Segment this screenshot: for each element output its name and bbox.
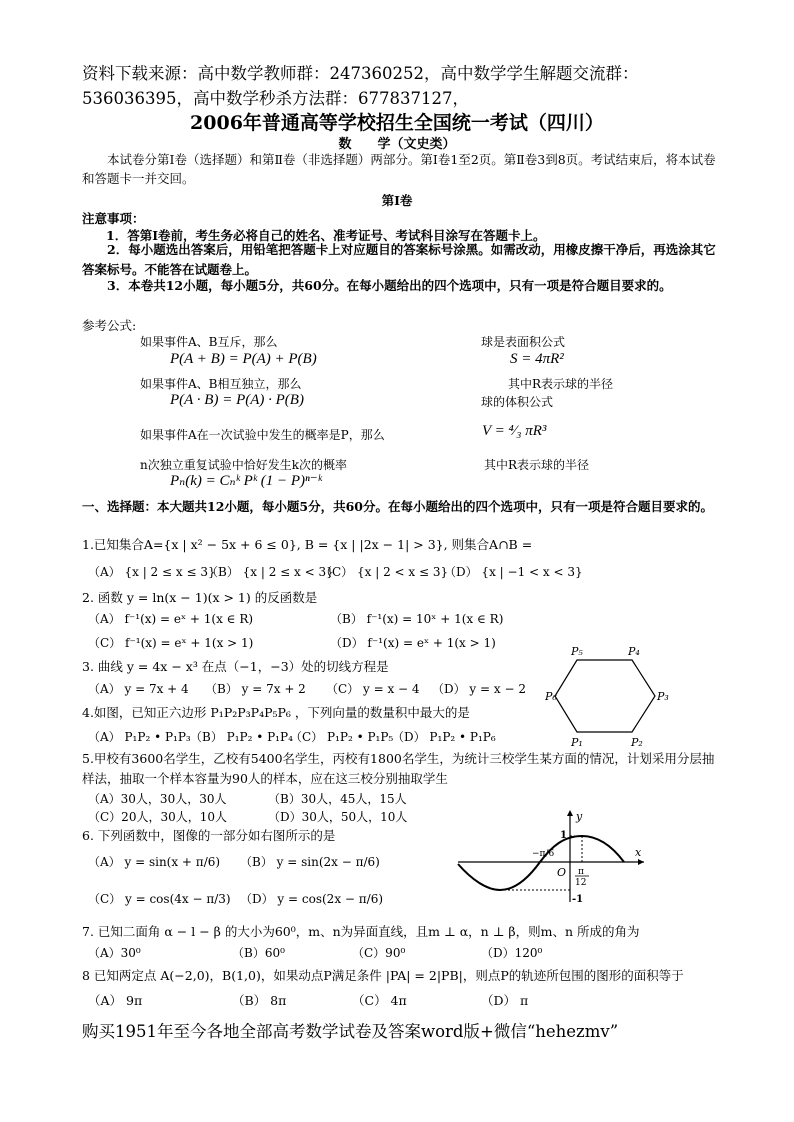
graph-origin: O xyxy=(557,866,567,879)
q2-stem: 2. 函数 y = ln(x − 1)(x > 1) 的反函数是 xyxy=(82,590,318,605)
graph-x-label: x xyxy=(635,846,642,859)
formula-1: P(A + B) = P(A) + P(B) xyxy=(170,351,317,367)
note-2: 2．每小题选出答案后，用铅笔把答题卡上对应题目的答案标号涂黑。如需改动，用橡皮擦干净后，再选涂其它答案标号。不能答在试题卷上。 xyxy=(82,242,716,277)
formula-right-f3: V = ⁴⁄₃ πR³ xyxy=(482,423,547,439)
page-subtitle: 数 学（文史类） xyxy=(338,137,456,152)
q7-option-b: （B）60⁰ xyxy=(232,946,285,960)
graph-y-label: y xyxy=(576,810,583,823)
q7-stem: 7. 已知二面角 α − l − β 的大小为60⁰，m、n为异面直线，且m ⊥ α，n ⊥ β，则m、n 所成的角为 xyxy=(82,924,640,939)
header-line-1: 资料下载来源：高中数学教师群：247360252，高中数学学生解题交流群： xyxy=(82,64,639,83)
footer-note: 购买1951年至今各地全部高考数学试卷及答案word版+微信“hehezmv” xyxy=(82,1022,619,1041)
q8-option-a: （A） 9π xyxy=(88,993,143,1008)
hex-label-p5: P₅ xyxy=(571,645,583,658)
q2-option-a: （A） f⁻¹(x) = eˣ + 1(x ∈ R) xyxy=(88,612,254,626)
q7-option-a: （A）30⁰ xyxy=(88,946,141,960)
q3-option-d: （D） y = x − 2 xyxy=(432,682,526,696)
q4-option-d: （D） P₁P₂ • P₁P₆ xyxy=(392,730,496,744)
hexagon-figure xyxy=(545,640,670,752)
hexagon-shape xyxy=(555,660,655,732)
q8-option-c: （C） 4π xyxy=(352,993,407,1008)
q6-option-d: （D） y = cos(2x − π/6) xyxy=(240,892,384,906)
note-3: 3．本卷共12小题，每小题5分，共60分。在每小题给出的四个选项中，只有一项是符合题目要求的。 xyxy=(107,278,672,293)
q7-option-c: （C）90⁰ xyxy=(352,946,406,960)
q5-option-b: （B）30人，45人，15人 xyxy=(268,792,407,806)
q6-stem: 6. 下列函数中，图像的一部分如右图所示的是 xyxy=(82,828,336,843)
q5-stem: 5.甲校有3600名学生，乙校有5400名学生，丙校有1800名学生，为统计三校学生某方面的情况，计划采用分层抽样法，抽取一个样本容量为90人的样本，应在这三校分别抽取学生 xyxy=(82,751,715,786)
formula-right-4: 其中R表示球的半径 xyxy=(484,458,590,472)
graph-tick-neg-one: -1 xyxy=(572,894,584,905)
q1-option-a: （A） {x | 2 ≤ x ≤ 3} xyxy=(88,565,216,579)
q8-stem: 8 已知两定点 A(−2,0)，B(1,0)，如果动点P满足条件 |PA| = 2|PB|，则点P的轨迹所包围的图形的面积等于 xyxy=(82,968,684,983)
q5-option-d: （D）30人，50人，10人 xyxy=(268,810,408,824)
q1-option-d: （D） {x | −1 < x < 3} xyxy=(444,565,583,579)
q5-option-a: （A）30人，30人，30人 xyxy=(88,792,227,806)
formula-label-3: 如果事件A在一次试验中发生的概率是P，那么 xyxy=(140,428,385,442)
q5-option-c: （C）20人，30人，10人 xyxy=(88,810,227,824)
q8-option-b: （B） 8π xyxy=(232,993,287,1008)
y-axis-arrow xyxy=(567,810,573,816)
q3-option-c: （C） y = x − 4 xyxy=(326,682,420,696)
q6-option-b: （B） y = sin(2x − π/6) xyxy=(240,855,380,869)
page-title: 2006年普通高等学校招生全国统一考试（四川） xyxy=(190,112,604,134)
sine-curve xyxy=(458,836,624,890)
x-axis-arrow xyxy=(638,859,644,865)
formula-4: Pₙ(k) = Cₙᵏ Pᵏ (1 − P)ⁿ⁻ᵏ xyxy=(170,473,322,489)
q6-option-a: （A） y = sin(x + π/6) xyxy=(88,855,221,869)
q7-option-d: （D）120⁰ xyxy=(481,946,543,960)
formula-right-1: 球是表面积公式 xyxy=(481,335,566,349)
sine-graph xyxy=(452,806,652,906)
formula-right-3: 球的体积公式 xyxy=(481,395,554,409)
section-title: 第Ⅰ卷 xyxy=(381,193,413,208)
graph-left-tick: −π/6 xyxy=(532,849,555,859)
q2-option-c: （C） f⁻¹(x) = eˣ + 1(x > 1) xyxy=(88,636,254,650)
q3-option-b: （B） y = 7x + 2 xyxy=(205,682,306,696)
notes-heading: 注意事项： xyxy=(82,211,145,226)
q2-option-d: （D） f⁻¹(x) = eˣ + 1(x > 1) xyxy=(330,636,496,650)
formulas-heading: 参考公式: xyxy=(82,318,137,333)
graph-right-tick-den: 12 xyxy=(575,878,587,888)
q4-stem: 4.如图，已知正六边形 P₁P₂P₃P₄P₅P₆ ，下列向量的数量积中最大的是 xyxy=(82,705,470,720)
hex-label-p2: P₂ xyxy=(631,736,643,749)
hex-label-p3: P₃ xyxy=(657,690,669,703)
q4-option-b: （B） P₁P₂ • P₁P₄ xyxy=(190,730,293,744)
graph-tick-one: 1 xyxy=(560,830,567,841)
q6-option-c: （C） y = cos(4x − π/3) xyxy=(88,892,231,906)
q1-stem: 1.已知集合A={x | x² − 5x + 6 ≤ 0}, B = {x | |2x − 1| > 3}, 则集合A∩B = xyxy=(82,537,533,552)
q4-option-a: （A） P₁P₂ • P₁P₃ xyxy=(88,730,191,744)
q3-option-a: （A） y = 7x + 4 xyxy=(88,682,189,696)
formula-right-f1: S = 4πR² xyxy=(510,351,564,367)
formula-right-2: 其中R表示球的半径 xyxy=(508,377,614,391)
q1-option-b: （B） {x | 2 ≤ x < 3} xyxy=(206,565,334,579)
hex-label-p4: P₄ xyxy=(628,645,640,658)
q8-option-d: （D） π xyxy=(481,993,529,1008)
formula-label-4: n次独立重复试验中恰好发生k次的概率 xyxy=(140,458,348,472)
graph-right-tick-num: π xyxy=(578,867,584,877)
formula-label-1: 如果事件A、B互斥，那么 xyxy=(140,335,278,349)
note-1: 1．答第Ⅰ卷前，考生务必将自己的姓名、准考证号、考试科目涂写在答题卡上。 xyxy=(106,228,546,243)
formula-label-2: 如果事件A、B相互独立，那么 xyxy=(140,377,302,391)
intro-paragraph: 本试卷分第Ⅰ卷（选择题）和第Ⅱ卷（非选择题）两部分。第Ⅰ卷1至2页。第Ⅱ卷3到8页。考试结束后，将本试卷和答题卡一并交回。 xyxy=(82,152,716,186)
q3-stem: 3. 曲线 y = 4x − x³ 在点（−1，−3）处的切线方程是 xyxy=(82,659,389,674)
header-line-2: 536036395，高中数学秒杀方法群：677837127， xyxy=(82,89,469,108)
q1-option-c: （C） {x | 2 < x ≤ 3} xyxy=(320,565,449,579)
q4-option-c: （C） P₁P₂ • P₁P₅ xyxy=(290,730,394,744)
hex-label-p1: P₁ xyxy=(571,736,583,749)
hex-label-p6: P₆ xyxy=(545,690,557,703)
q2-option-b: （B） f⁻¹(x) = 10ˣ + 1(x ∈ R) xyxy=(330,612,504,626)
part1-heading: 一、选择题：本大题共12小题，每小题5分，共60分。在每小题给出的四个选项中，只有一项是符合题目要求的。 xyxy=(82,499,713,514)
formula-2: P(A · B) = P(A) · P(B) xyxy=(170,392,304,408)
